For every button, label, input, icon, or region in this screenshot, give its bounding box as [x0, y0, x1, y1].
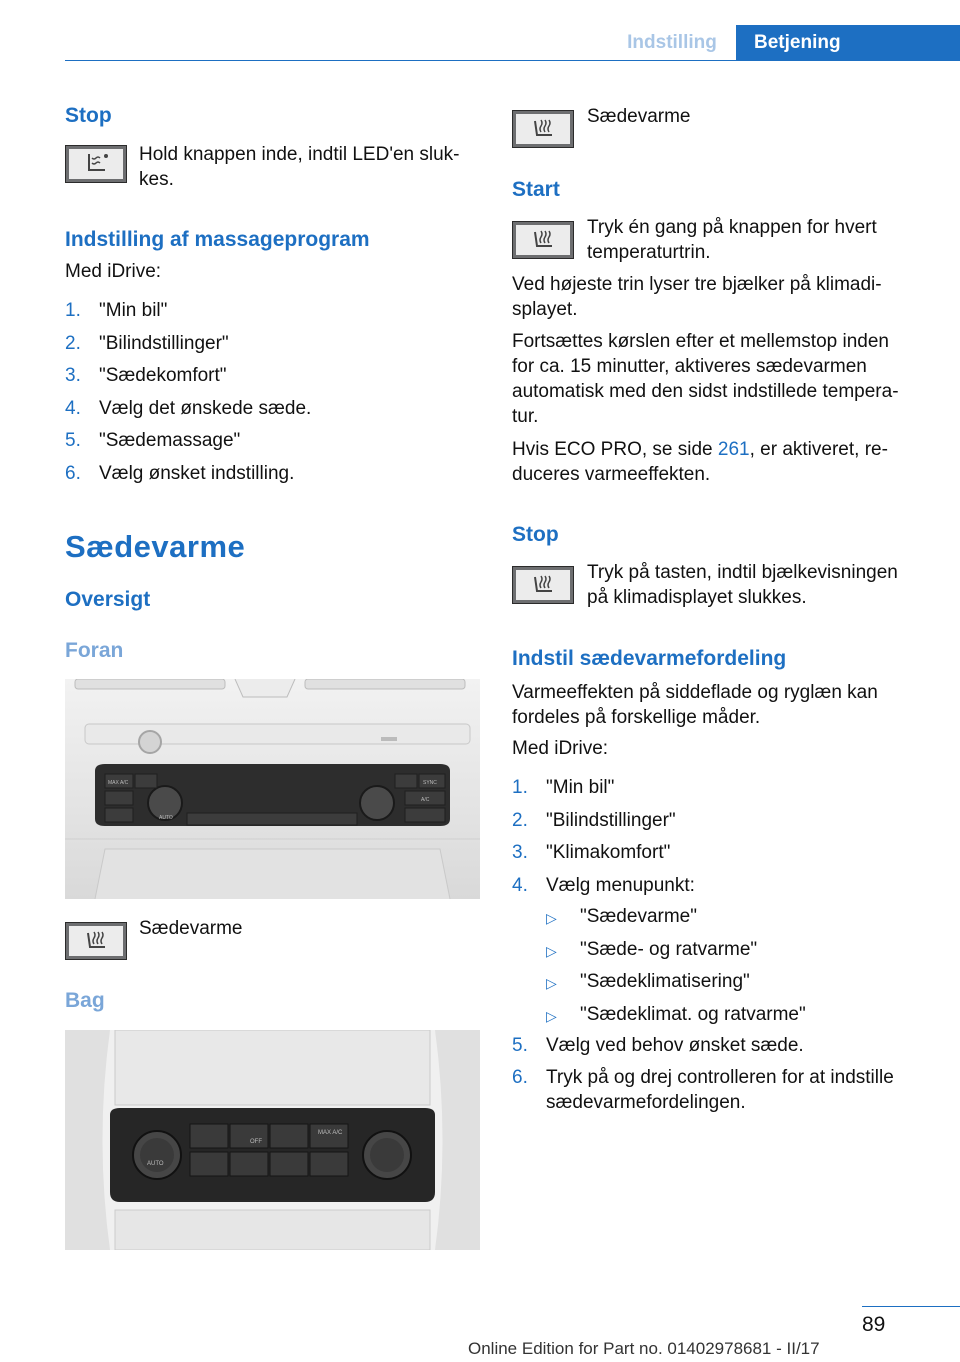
edition-footer: Online Edition for Part no. 01402978681 - II/17: [468, 1339, 820, 1358]
eco-pro-paragraph: Hvis ECO PRO, se side 261, er aktiveret, re- duceres varmeeffekten.: [512, 439, 888, 485]
massage-seat-icon: [81, 150, 113, 178]
front-label-auto: AUTO: [159, 815, 173, 821]
front-climate-panel-photo: [65, 679, 480, 899]
triangle-bullet-icon: ▷: [546, 942, 557, 959]
triangle-bullet-icon: ▷: [546, 910, 557, 926]
massage-off-button-image: [65, 145, 127, 183]
idrive-label-left: Med iDrive:: [65, 261, 162, 282]
start-seat-heating-button-image: [512, 221, 574, 259]
page-link-261[interactable]: 261: [717, 439, 750, 460]
front-heading: Foran: [65, 639, 124, 662]
rear-label-off: OFF: [250, 1139, 262, 1145]
start-instruction: Tryk én gang på knappen for hvert temperaturtrin.: [587, 217, 877, 263]
seat-heating-heading: Sædevarme: [65, 529, 246, 564]
front-seat-heating-label: Sædevarme: [139, 918, 243, 939]
auto-activation-paragraph: Fortsættes kørslen efter et mellemstop inden for ca. 15 minutter, aktiveres sædevarmen automatisk med den sidst indstillede tempera- tur.: [512, 331, 899, 427]
rear-climate-panel-photo: [65, 1030, 480, 1250]
highest-level-paragraph: Ved højeste trin lyser tre bjælker på klimadi- splayet.: [512, 274, 882, 320]
header-tab-indstilling[interactable]: Indstilling: [627, 32, 717, 53]
seat-heating-label-top: Sædevarme: [587, 106, 691, 127]
idrive-label-right: Med iDrive:: [512, 738, 609, 759]
front-label-ac: A/C: [421, 797, 430, 803]
distribution-heading: Indstil sædevarmefordeling: [512, 647, 787, 670]
header-tab-betjening[interactable]: Betjening: [736, 25, 960, 61]
rear-label-auto: AUTO: [147, 1161, 164, 1167]
massage-program-heading: Indstilling af massageprogram: [65, 228, 370, 251]
seat-heating-icon: [528, 571, 560, 599]
step-6: 6. Tryk på og drej controlleren for at indstille sædevarmefordelingen.: [512, 1067, 894, 1113]
distribution-paragraph: Varmeeffekten på siddeflade og ryglæn kan fordeles på forskellige måder.: [512, 682, 878, 728]
seat-heating-button-image-top: [512, 110, 574, 148]
stop-instruction-left: Hold knappen inde, indtil LED'en sluk- kes.: [139, 144, 460, 190]
front-label-sync: SYNC: [423, 780, 437, 786]
rear-heading: Bag: [65, 989, 105, 1012]
stop-heading-left: Stop: [65, 104, 112, 127]
start-heading: Start: [512, 178, 560, 201]
footer-rule: [862, 1306, 960, 1307]
overview-heading: Oversigt: [65, 588, 151, 611]
rear-label-max-ac: MAX A/C: [318, 1130, 343, 1136]
triangle-bullet-icon: ▷: [546, 975, 557, 991]
seat-heating-icon: [528, 115, 560, 143]
seat-heating-icon: [528, 226, 560, 254]
stop-heading-right: Stop: [512, 523, 559, 546]
stop-seat-heating-button-image: [512, 566, 574, 604]
step-5: 5. Vælg ved behov ønsket sæde.: [512, 1035, 804, 1056]
triangle-bullet-icon: ▷: [546, 1007, 557, 1024]
seat-heating-icon: [81, 927, 113, 955]
front-seat-heating-button-image: [65, 922, 127, 960]
front-label-max-ac: MAX A/C: [108, 780, 129, 786]
header-rule: [65, 60, 960, 61]
stop-instruction-right: Tryk på tasten, indtil bjælkevisningen på klimadisplayet slukkes.: [587, 562, 898, 608]
page-number: 89: [862, 1313, 886, 1336]
